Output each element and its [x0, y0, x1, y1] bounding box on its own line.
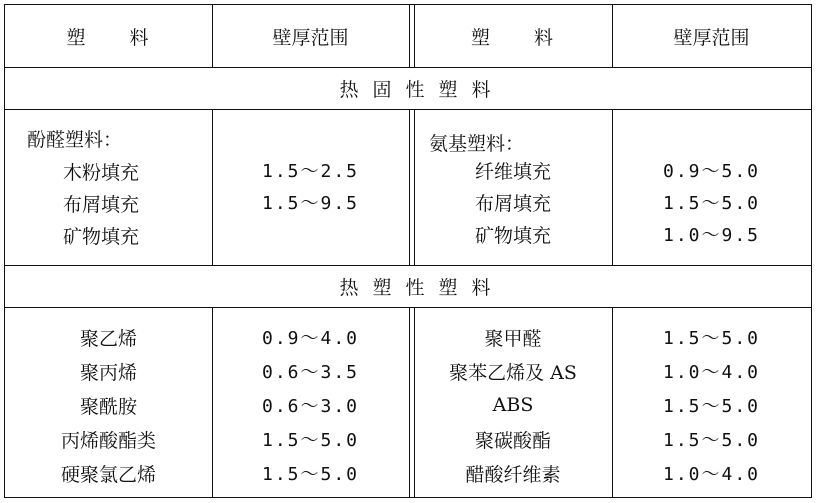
list-item-name: 矿物填充 [474, 224, 551, 247]
list-item-name: 纤维填充 [474, 160, 551, 183]
list-item-range: 0.9～4.0 [261, 328, 360, 349]
col-divider-mid-a-thermoplastic [409, 307, 410, 497]
group-title-amino: 氨基塑料： [429, 133, 525, 155]
list-item-name: 醋酸纤维素 [465, 463, 561, 486]
list-item-name: 木粉填充 [63, 162, 140, 184]
list-item-range: 1.5～5.0 [662, 328, 761, 349]
row-divider-thermoplastic-title [5, 307, 811, 308]
list-item-range: 0.6～3.0 [261, 396, 360, 417]
list-item-range: 1.5～5.0 [662, 430, 761, 451]
row-divider-thermoset-title [5, 109, 811, 110]
section-title-thermoset: 热固性塑料 [339, 78, 505, 101]
list-item-range [212, 219, 409, 249]
section-title-thermoplastic: 热塑性塑料 [339, 276, 505, 299]
list-item-name: 聚苯乙烯及 AS [449, 361, 577, 384]
header-thickness-right: 壁厚范围 [673, 26, 750, 49]
list-item-range: 1.0～4.0 [662, 464, 761, 485]
list-item-name: 聚丙烯 [79, 361, 137, 384]
list-item-name: 布屑填充 [63, 194, 140, 216]
list-item-range: 1.0～9.5 [662, 225, 761, 246]
header-thickness-left: 壁厚范围 [272, 26, 349, 49]
list-item-range: 1.5～5.0 [261, 430, 360, 451]
list-item-name: 丙烯酸酯类 [60, 429, 156, 452]
list-item-name: 硬聚氯乙烯 [60, 463, 156, 486]
list-item-range: 1.5～2.5 [261, 161, 360, 182]
group-title-phenolic: 酚醛塑料： [27, 129, 123, 151]
list-item-range: 1.5～5.0 [662, 193, 761, 214]
col-divider-mid-a-thermoset [409, 109, 410, 265]
list-item-name: 矿物填充 [63, 226, 140, 248]
list-item-range: 1.5～5.0 [261, 464, 360, 485]
col-divider-mid-a-header [409, 5, 410, 67]
list-item-name: 聚乙烯 [79, 327, 137, 350]
list-item-name: 布屑填充 [474, 192, 551, 215]
list-item-range: 0.9～5.0 [662, 161, 761, 182]
list-item-range: 1.5～9.5 [261, 193, 360, 214]
list-item-range: 0.6～3.5 [261, 362, 360, 383]
list-item-range: 1.5～5.0 [662, 396, 761, 417]
list-item-name: 聚酰胺 [79, 395, 137, 418]
list-item-name: 聚甲醛 [484, 327, 542, 350]
header-plastic-right: 塑 料 [470, 26, 555, 49]
list-item-name: ABS [492, 394, 534, 416]
list-item-name: 聚碳酸酯 [474, 429, 551, 452]
wall-thickness-table [4, 4, 812, 498]
header-plastic-left: 塑 料 [66, 26, 151, 49]
list-item-range: 1.0～4.0 [662, 362, 761, 383]
